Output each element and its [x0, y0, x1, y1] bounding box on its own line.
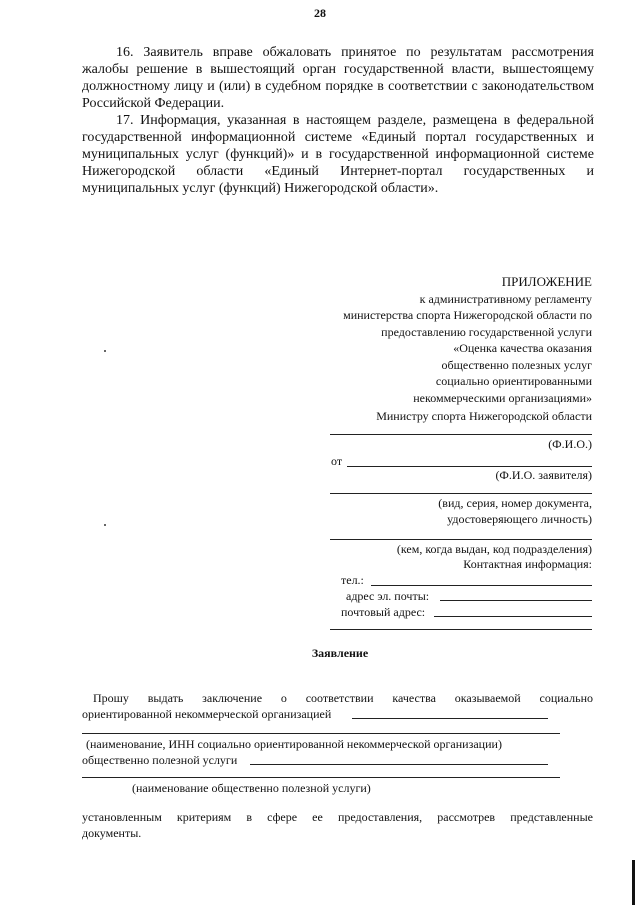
statement-line-1: Прошу выдать заключение о соответствии качества оказываемой социально [93, 691, 593, 705]
service-caption: (наименование общественно полезной услуги) [132, 781, 371, 795]
service-name-field[interactable] [250, 764, 548, 765]
doc-caption-1: (вид, серия, номер документа, [438, 496, 592, 510]
appendix-line: общественно полезных услуг [441, 357, 592, 372]
appendix-line: министерства спорта Нижегородской области по [343, 308, 592, 322]
organization-name-field[interactable] [352, 718, 548, 719]
postal-label: почтовый адрес: [341, 605, 426, 619]
service-name-field-2[interactable] [82, 777, 560, 778]
addressee: Министру спорта Нижегородской области [376, 409, 592, 423]
scan-speck [104, 524, 106, 526]
fio-caption: (Ф.И.О.) [548, 437, 592, 451]
email-label: адрес эл. почты: [346, 589, 430, 603]
page-number: 28 [314, 6, 326, 20]
statement-final-line-2: документы. [82, 826, 142, 840]
doc-caption-2: удостоверяющего личность) [447, 512, 592, 526]
statement-final-line-1: установленным критериям в сфере ее предоставления, рассмотрев представленные [82, 810, 593, 824]
org-caption: (наименование, ИНН социально ориентированной некоммерческой организации) [86, 737, 502, 751]
contact-header: Контактная информация: [463, 557, 592, 571]
appendix-block [292, 274, 592, 406]
appendix-line: предоставлению государственной услуги [381, 324, 592, 339]
legal-paragraphs [82, 44, 594, 197]
postal-address-field[interactable] [434, 616, 592, 617]
paragraph-17: 17. Информация, указанная в настоящем разделе, размещена в федеральной государственной информационной системе «Единый портал государственных и муниципальных услуг (функций)» и в государственной информационной системе Нижегородской области «Единый Интернет-портал государственных и муниципальных услуг (функций) Нижегородской области». [82, 113, 594, 196]
appendix-line: «Оценка качества оказания [453, 341, 592, 355]
addressee-name-line[interactable] [330, 434, 592, 435]
appendix-heading: ПРИЛОЖЕНИЕ [501, 274, 592, 289]
issued-caption: (кем, когда выдан, код подразделения) [396, 542, 592, 556]
paragraph-16: 16. Заявитель вправе обжаловать принятое по результатам рассмотрения жалобы решение в вышестоящий орган государственной власти, вышестоящему должностному лицу и (или) в судебном порядке в соответствии с законодательством Российской Федерации. [82, 45, 594, 111]
statement-title: Заявление [311, 646, 369, 660]
statement-line-2: ориентированной некоммерческой организацией [82, 707, 332, 721]
applicant-caption: (Ф.И.О. заявителя) [495, 468, 592, 482]
organization-inn-field[interactable] [82, 733, 560, 734]
postal-address-field-2[interactable] [330, 629, 592, 630]
id-document-line[interactable] [330, 493, 592, 494]
issued-by-line[interactable] [330, 539, 592, 540]
appendix-line: некоммерческими организациями» [413, 390, 592, 405]
scan-edge-mark [632, 860, 635, 905]
phone-field[interactable] [371, 585, 592, 586]
appendix-line: к административному регламенту [419, 291, 592, 306]
statement-line-3: общественно полезной услуги [82, 753, 238, 767]
phone-label: тел.: [341, 573, 364, 587]
email-field[interactable] [440, 600, 592, 601]
from-label: от [331, 454, 343, 468]
scan-speck [104, 350, 106, 352]
applicant-name-line[interactable] [347, 466, 592, 467]
appendix-line: социально ориентированными [435, 374, 592, 388]
